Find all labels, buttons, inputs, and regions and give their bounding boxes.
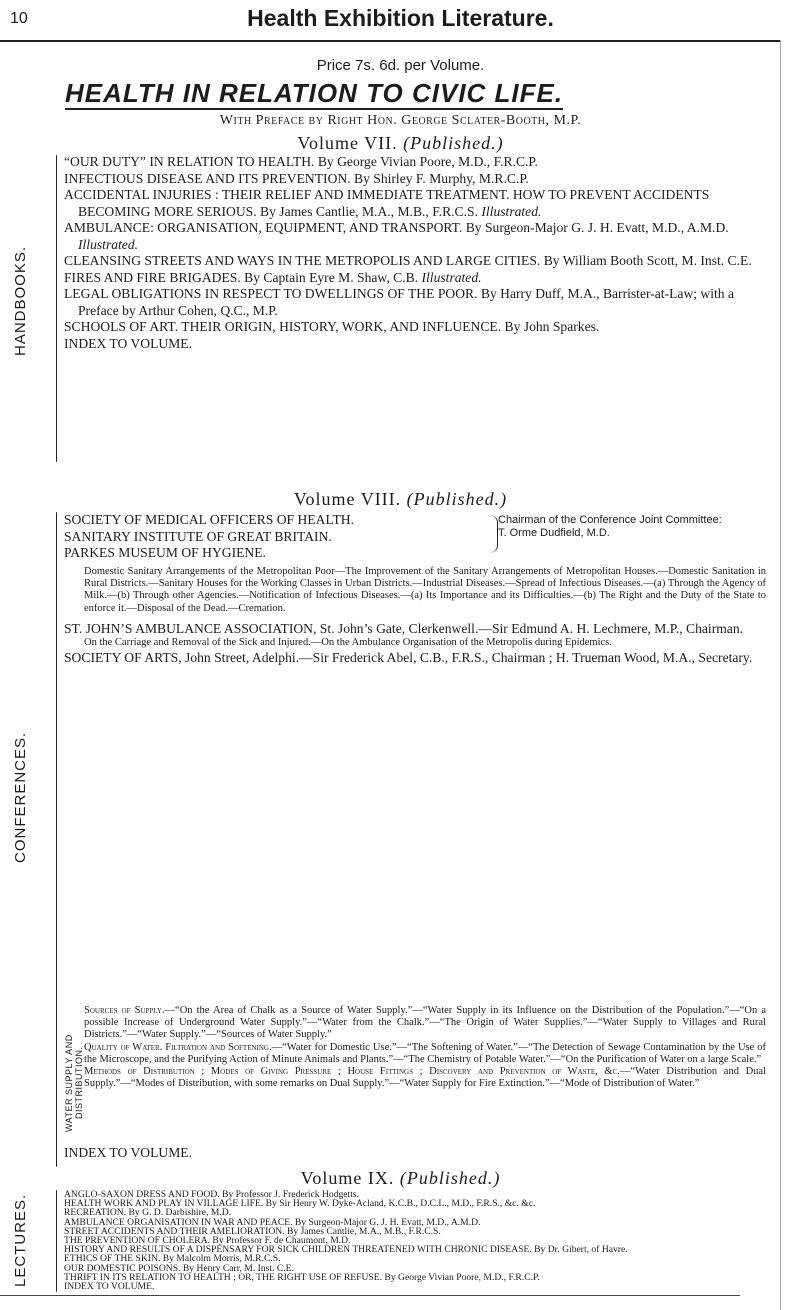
list-item: AMBULANCE ORGANISATION IN WAR AND PEACE. By Surgeon-Major G. J. H. Evatt, M.D., A.M.D. xyxy=(64,1216,481,1228)
list-item: INDEX TO VOLUME. xyxy=(64,335,193,351)
list-item: ST. JOHN’S AMBULANCE ASSOCIATION, St. John’s Gate, Clerkenwell.—Sir Edmund A. H. Lechmere, M.P., Chairman. xyxy=(64,620,744,636)
header-rule xyxy=(0,40,780,42)
list-item: OUR DOMESTIC POISONS. By Henry Carr, M. Inst. C.E. xyxy=(64,1262,294,1274)
st-john-detail: On the Carriage and Removal of the Sick and Injured.—On the Ambulance Organisation of the Metropolis during Epidemics. xyxy=(84,637,612,649)
volume-vii-list xyxy=(64,154,766,352)
societies-detail: Domestic Sanitary Arrangements of the Metropolitan Poor—The Improvement of the Sanitary Arrangements of Metropolitan Houses.—Domestic Sanitation in Rural Districts.—Sanitary Houses for the Working Classes in Urban Districts.—Industrial Diseases.—Spread of Infectious Diseases.—(a) Through the Agency of Milk.—(b) Through other Agencies.—Notification of Infectious Diseases.—(a) Its Importance and its Difficulties.—(b) The Right and the Duty of the State to enforce it.—Disposal of the Dead.—Cremation. xyxy=(84,566,766,614)
volume-viii-heading: Volume VIII. (Published.) xyxy=(293,489,508,509)
list-item: CLEANSING STREETS AND WAYS IN THE METROPOLIS AND LARGE CITIES. By William Booth Scott, M. Inst. C.E. xyxy=(64,253,752,268)
page-number: 10 xyxy=(10,10,28,27)
volume-ix-list xyxy=(64,1190,766,1291)
list-item: HISTORY AND RESULTS OF A DISPENSARY FOR SICK CHILDREN THREATENED WITH CHRONIC DISEASE. By Dr. Gibert, of Havre. xyxy=(64,1244,628,1256)
volume-ix-heading: Volume IX. (Published.) xyxy=(300,1168,501,1188)
volume-vii-brace xyxy=(56,155,57,462)
list-item: SANITARY INSTITUTE OF GREAT BRITAIN. xyxy=(64,528,332,544)
volume-vii-heading: Volume VII. (Published.) xyxy=(297,133,504,153)
list-item: Methods of Distribution ; Modes of Giving Pressure ; House Fittings ; Discovery and Prevention of Waste, &c.—“Water Distribution and Dual Supply.”—“Modes of Distribution, with some remarks on Dual Supply.”—“Water Supply for Fire Extinction.”—“Mode of Distribution of Water.” xyxy=(84,1066,766,1090)
list-item: HEALTH WORK AND PLAY IN VILLAGE LIFE. By Sir Henry W. Dyke-Acland, K.C.B., D.C.L., M.D., F.R.S., &c. &c. xyxy=(64,1198,536,1210)
volume-viii-index xyxy=(64,1145,766,1162)
running-title: Health Exhibition Literature. xyxy=(247,5,554,31)
side-label-handbooks: HANDBOOKS. xyxy=(12,245,29,356)
page-header xyxy=(0,0,801,50)
list-item: INDEX TO VOLUME. xyxy=(64,1281,155,1293)
list-item: SOCIETY OF ARTS, John Street, Adelphi.—Sir Frederick Abel, C.B., F.R.S., Chairman ; H. Trueman Wood, M.A., Secretary. xyxy=(64,649,753,665)
list-item: STREET ACCIDENTS AND THEIR AMELIORATION. By James Cantlie, M.A., M.B., F.R.C.S. xyxy=(64,1225,441,1237)
volume-viii-societies xyxy=(64,512,494,562)
list-item: Quality of Water. Filtration and Softening.—“Water for Domestic Use.”—“The Softening of Water.”—“The Detection of Sewage Contamination by the Use of the Microscope, and the Purifying Action of Minute Animals and Plants.”—“The Chemistry of Potable Water.”—“On the Purification of Water on a large Scale.” xyxy=(84,1041,766,1065)
water-supply-list xyxy=(84,1005,766,1090)
list-item: ETHICS OF THE SKIN. By Malcolm Morris, M.R.C.S. xyxy=(64,1253,281,1265)
series-title: HEALTH IN RELATION TO CIVIC LIFE. xyxy=(65,78,564,108)
series-preface: With Preface by Right Hon. George Sclater-Booth, M.P. xyxy=(219,113,582,128)
page-edge-line xyxy=(780,40,781,1310)
list-item: SOCIETY OF MEDICAL OFFICERS OF HEALTH. xyxy=(64,512,355,527)
volume-ix-brace xyxy=(56,1190,57,1292)
list-item: “OUR DUTY” IN RELATION TO HEALTH. By George Vivian Poore, M.D., F.R.C.P. xyxy=(64,154,538,169)
list-item: LEGAL OBLIGATIONS IN RESPECT TO DWELLINGS OF THE POOR. By Harry Duff, M.A., Barrister-at-Law; with a Preface by Arthur Cohen, Q.C., M.P. xyxy=(64,286,735,318)
list-item: ACCIDENTAL INJURIES : THEIR RELIEF AND IMMEDIATE TREATMENT. HOW TO PREVENT ACCIDENTS BECOMING MORE SERIOUS. By James Cantlie, M.A., M.B., F.R.C.S. Illustrated. xyxy=(64,187,710,219)
side-label-lectures: LECTURES. xyxy=(12,1193,29,1287)
list-item: Sources of Supply.—“On the Area of Chalk as a Source of Water Supply.”—“Water Supply in its Influence on the Distribution of the Population.”—“On a possible Increase of Underground Water Supply.”—“Water from the Chalk.”—“The Origin of Water Supplies.”—“Water Supply to Villages and Rural Districts.”—“Water Supply.”—“Sources of Water Supply.” xyxy=(84,1005,766,1041)
list-item: PARKES MUSEUM OF HYGIENE. xyxy=(64,545,266,560)
bottom-rule xyxy=(0,1295,740,1296)
volume-viii-body xyxy=(64,566,766,666)
list-item: FIRES AND FIRE BRIGADES. By Captain Eyre M. Shaw, C.B. Illustrated. xyxy=(64,269,482,285)
list-item: AMBULANCE: ORGANISATION, EQUIPMENT, AND TRANSPORT. By Surgeon-Major G. J. H. Evatt, M.D., A.M.D. Illustrated. xyxy=(64,220,729,252)
list-item: SCHOOLS OF ART. THEIR ORIGIN, HISTORY, WORK, AND INFLUENCE. By John Sparkes. xyxy=(64,319,600,334)
chairman-note: Chairman of the Conference Joint Committee: T. Orme Dudfield, M.D. xyxy=(498,514,722,539)
side-label-water-supply: WATER SUPPLY AND DISTRIBUTION. xyxy=(64,1034,84,1132)
side-label-conferences: CONFERENCES. xyxy=(12,731,29,863)
list-item: INDEX TO VOLUME. xyxy=(64,1145,193,1160)
chairman-brace xyxy=(489,515,498,553)
list-item: THRIFT IN ITS RELATION TO HEALTH ; OR, THE RIGHT USE OF REFUSE. By George Vivian Poore, M.D., F.R.C.P. xyxy=(64,1271,540,1283)
price-line: Price 7s. 6d. per Volume. xyxy=(316,57,485,74)
list-item: ANGLO-SAXON DRESS AND FOOD. By Professor J. Frederick Hodgetts. xyxy=(64,1189,360,1200)
list-item: THE PREVENTION OF CHOLERA. By Professor F. de Chaumont, M.D. xyxy=(64,1235,351,1247)
list-item: RECREATION. By G. D. Darbishire, M.D. xyxy=(64,1207,232,1219)
volume-viii-brace xyxy=(56,512,57,1167)
list-item: INFECTIOUS DISEASE AND ITS PREVENTION. By Shirley F. Murphy, M.R.C.P. xyxy=(64,170,529,186)
